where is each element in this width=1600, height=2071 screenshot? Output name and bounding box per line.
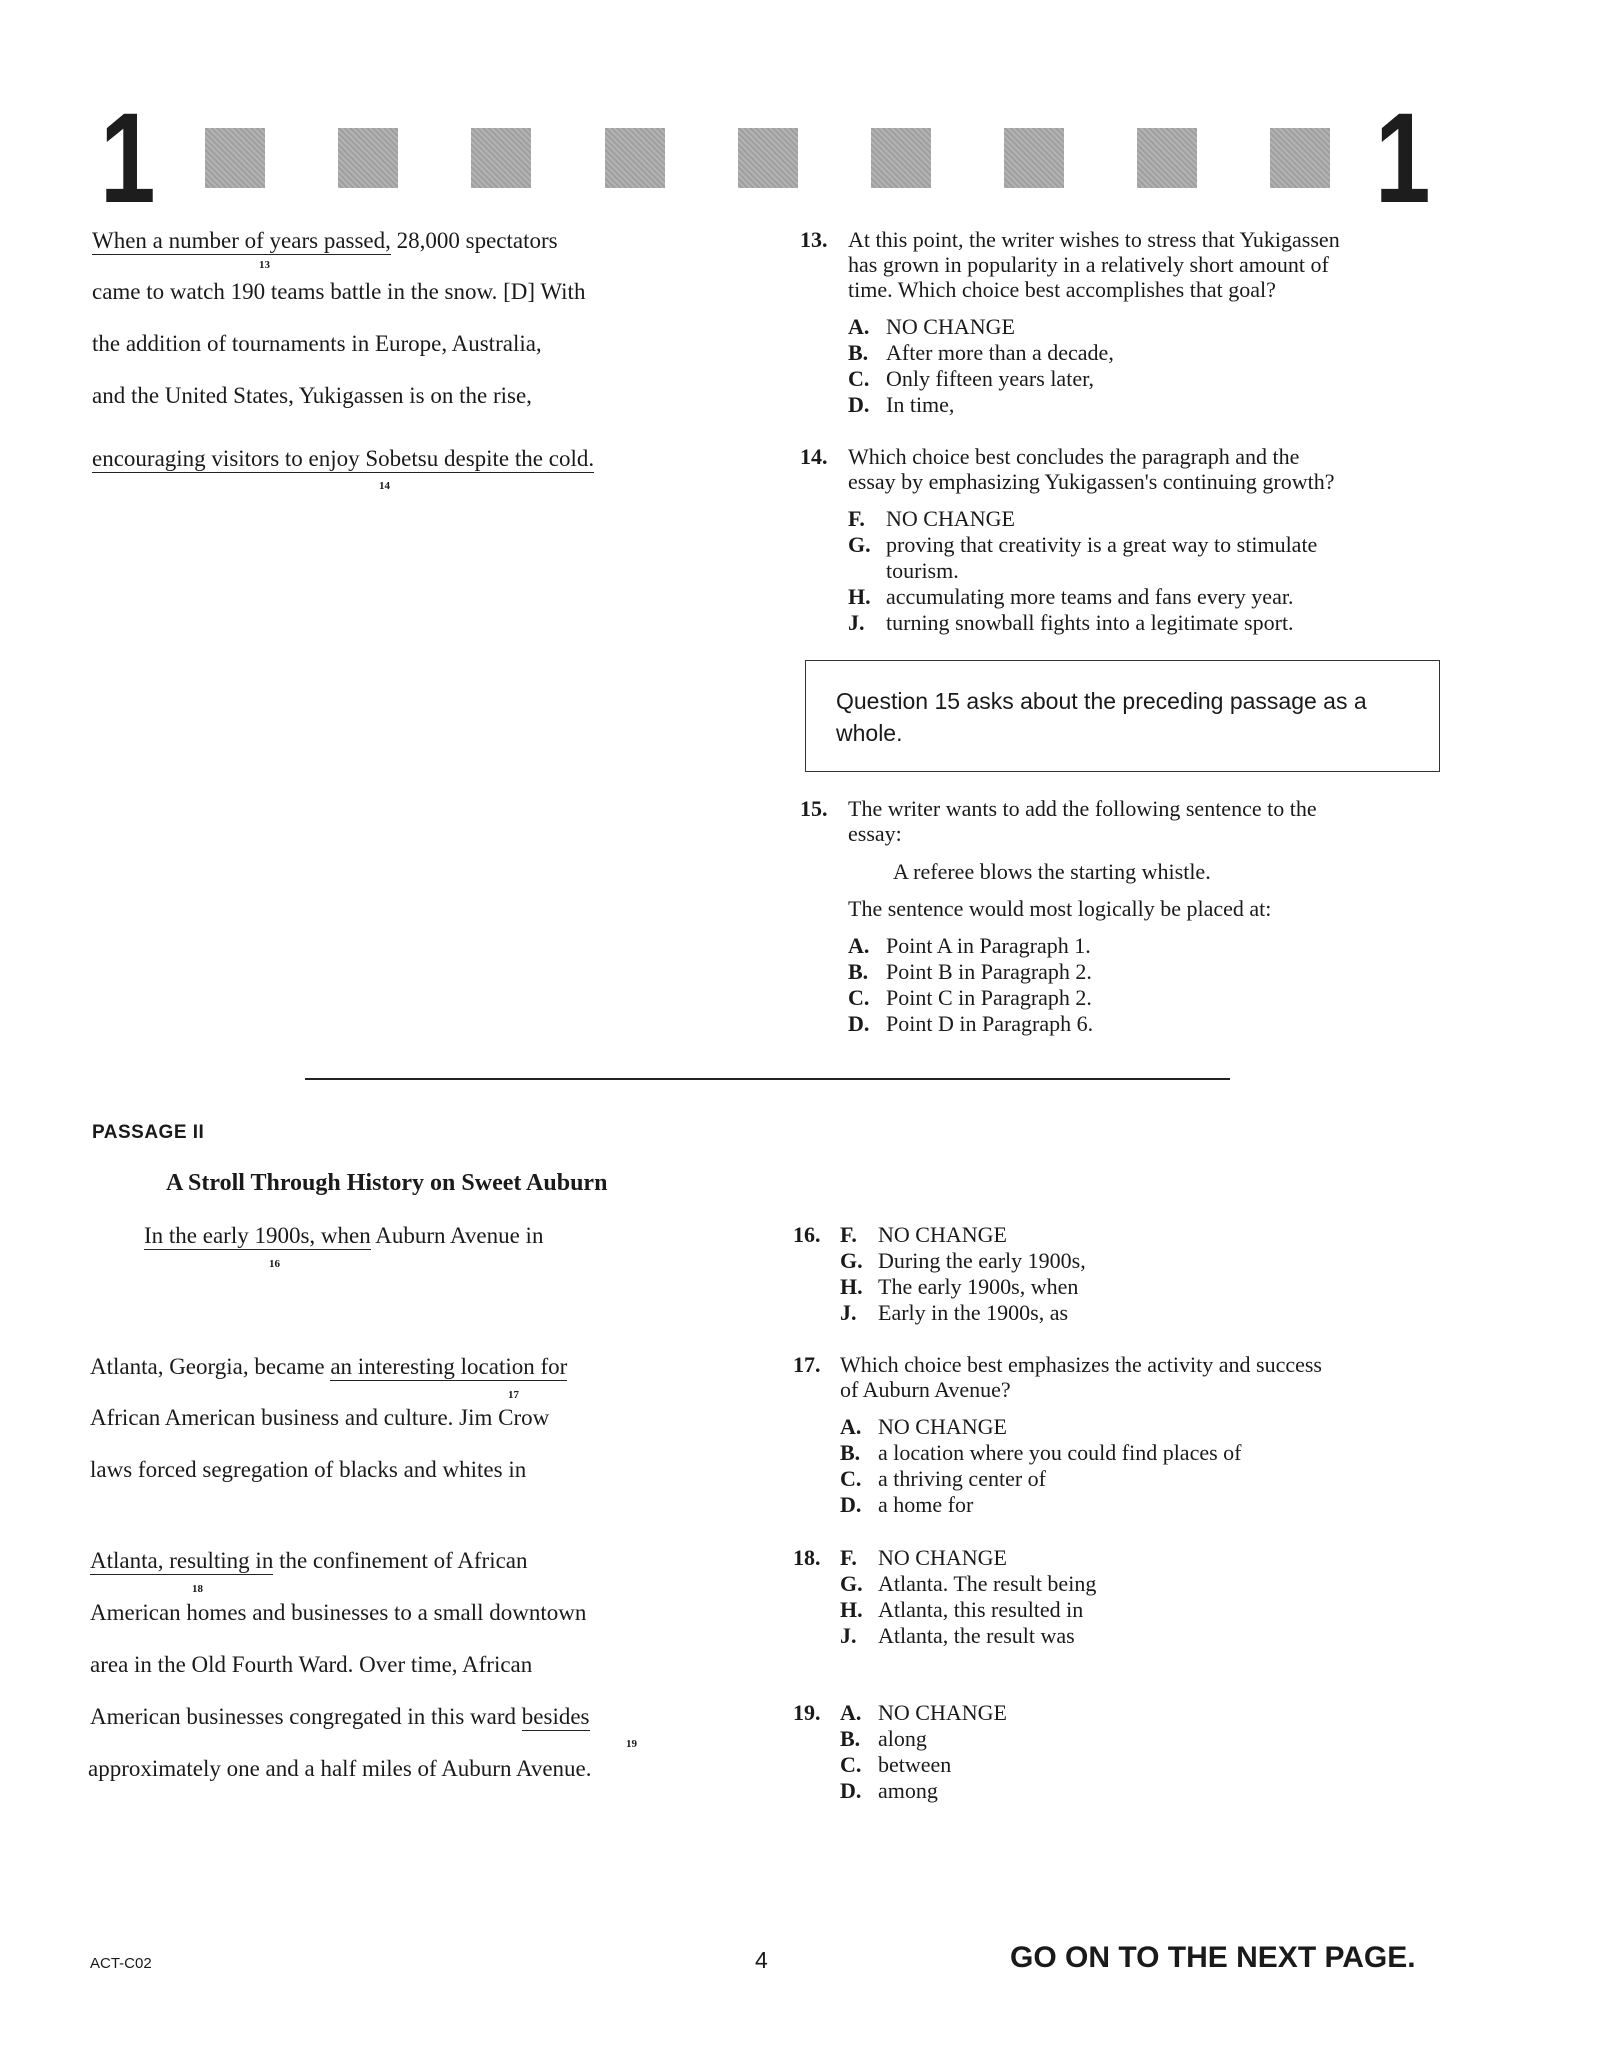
answer-option-a[interactable]: A. NO CHANGE: [848, 314, 1015, 339]
answer-option-c[interactable]: C. between: [840, 1752, 952, 1777]
answer-option-h[interactable]: H. The early 1900s, when: [840, 1274, 1079, 1299]
answer-option-j[interactable]: J. Early in the 1900s, as: [840, 1300, 1069, 1325]
header-square: [1270, 128, 1330, 188]
passage-line: American homes and businesses to a small downtown: [90, 1600, 587, 1625]
answer-option-a[interactable]: A. Point A in Paragraph 1.: [848, 933, 1091, 958]
header-square: [605, 128, 665, 188]
header-square: [338, 128, 398, 188]
answer-option-h[interactable]: H. accumulating more teams and fans every year.: [848, 584, 1294, 609]
question-stem-line: essay by emphasizing Yukigassen's continuing growth?: [848, 469, 1335, 494]
question-stem-line: of Auburn Avenue?: [840, 1377, 1011, 1402]
answer-option-h[interactable]: H. Atlanta, this resulted in: [840, 1597, 1084, 1622]
question-marker-18: 18: [192, 1583, 203, 1595]
header-square: [471, 128, 531, 188]
passage-line: Atlanta, Georgia, became an interesting location for: [90, 1354, 568, 1379]
passage-line: In the early 1900s, when Auburn Avenue in: [144, 1223, 544, 1248]
answer-option-d[interactable]: D. Point D in Paragraph 6.: [848, 1011, 1094, 1036]
question-marker-16: 16: [269, 1258, 280, 1270]
passage-line: came to watch 190 teams battle in the snow. [D] With: [92, 279, 586, 304]
question-marker-17: 17: [508, 1389, 519, 1401]
question-stem-line: has grown in popularity in a relatively short amount of: [848, 252, 1329, 277]
quoted-sentence: A referee blows the starting whistle.: [893, 859, 1211, 884]
next-page-instruction: GO ON TO THE NEXT PAGE.: [1010, 1941, 1416, 1974]
form-code: ACT-C02: [90, 1955, 152, 1972]
header-square: [738, 128, 798, 188]
question-marker-19: 19: [626, 1738, 637, 1750]
question-marker-13: 13: [259, 259, 270, 271]
answer-option-d[interactable]: D. a home for: [840, 1492, 974, 1517]
question-marker-14: 14: [379, 480, 390, 492]
notice-text: Question 15 asks about the preceding passage as a whole.: [836, 688, 1367, 746]
answer-option-g-continued: tourism.: [886, 558, 959, 583]
question-number: 13.: [800, 227, 828, 252]
answer-option-d[interactable]: D. among: [840, 1778, 938, 1803]
question-number: 15.: [800, 796, 828, 821]
answer-option-d[interactable]: D. In time,: [848, 392, 955, 417]
underlined-portion-17[interactable]: an interesting location for: [330, 1354, 568, 1379]
answer-option-f[interactable]: F. NO CHANGE: [840, 1222, 1007, 1247]
notice-box: [805, 660, 1440, 772]
header-square: [1137, 128, 1197, 188]
section-divider: [305, 1078, 1230, 1080]
answer-option-j[interactable]: J. Atlanta, the result was: [840, 1623, 1075, 1648]
section-number-left: 1: [100, 87, 156, 230]
question-number: 16.: [793, 1222, 821, 1247]
question-stem-line: Which choice best emphasizes the activity and success: [840, 1352, 1322, 1377]
passage-line: American businesses congregated in this ward besides: [90, 1704, 590, 1729]
question-stem-line: time. Which choice best accomplishes that goal?: [848, 277, 1276, 302]
question-stem-line: essay:: [848, 821, 902, 846]
passage-title: A Stroll Through History on Sweet Auburn: [166, 1170, 608, 1196]
answer-option-b[interactable]: B. a location where you could find places of: [840, 1440, 1242, 1465]
answer-option-a[interactable]: A. NO CHANGE: [840, 1700, 1007, 1725]
answer-option-g[interactable]: G. Atlanta. The result being: [840, 1571, 1097, 1596]
question-number: 18.: [793, 1545, 821, 1570]
answer-option-c[interactable]: C. Only fifteen years later,: [848, 366, 1095, 391]
answer-option-b[interactable]: B. After more than a decade,: [848, 340, 1114, 365]
underlined-portion-18[interactable]: Atlanta, resulting in: [90, 1548, 274, 1573]
question-stem-line: The writer wants to add the following sentence to the: [848, 796, 1317, 821]
answer-option-c[interactable]: C. Point C in Paragraph 2.: [848, 985, 1092, 1010]
answer-option-f[interactable]: F. NO CHANGE: [840, 1545, 1007, 1570]
passage-line: [92, 446, 594, 472]
answer-option-g[interactable]: G. During the early 1900s,: [840, 1248, 1086, 1273]
question-prompt: The sentence would most logically be placed at:: [848, 896, 1272, 921]
answer-option-j[interactable]: J. turning snowball fights into a legitimate sport.: [848, 610, 1294, 635]
question-stem-line: At this point, the writer wishes to stress that Yukigassen: [848, 227, 1340, 252]
underlined-portion-19[interactable]: besides: [521, 1704, 590, 1729]
passage-label: PASSAGE II: [92, 1122, 205, 1143]
underlined-portion-16[interactable]: In the early 1900s, when: [144, 1223, 371, 1248]
question-number: 19.: [793, 1700, 821, 1725]
answer-option-b[interactable]: B. Point B in Paragraph 2.: [848, 959, 1092, 984]
question-stem-line: Which choice best concludes the paragraph and the: [848, 444, 1300, 469]
answer-option-b[interactable]: B. along: [840, 1726, 927, 1751]
underlined-portion-14[interactable]: encouraging visitors to enjoy Sobetsu despite the cold.: [92, 446, 595, 471]
answer-option-a[interactable]: A. NO CHANGE: [840, 1414, 1007, 1439]
question-number: 14.: [800, 444, 828, 469]
passage-line: laws forced segregation of blacks and whites in: [90, 1457, 527, 1482]
answer-option-c[interactable]: C. a thriving center of: [840, 1466, 1046, 1491]
answer-option-f[interactable]: F. NO CHANGE: [848, 506, 1015, 531]
header-square: [1004, 128, 1064, 188]
passage-line: When a number of years passed, 28,000 spectators: [92, 228, 558, 253]
underlined-portion-13[interactable]: When a number of years passed,: [92, 228, 391, 253]
header-square: [205, 128, 265, 188]
passage-line: approximately one and a half miles of Auburn Avenue.: [88, 1756, 592, 1781]
passage-line: area in the Old Fourth Ward. Over time, African: [90, 1652, 533, 1677]
passage-line: African American business and culture. Jim Crow: [90, 1405, 550, 1430]
passage-line: Atlanta, resulting in the confinement of African: [90, 1548, 528, 1573]
header-square: [871, 128, 931, 188]
passage-line: and the United States, Yukigassen is on the rise,: [92, 383, 532, 408]
passage-line: the addition of tournaments in Europe, Australia,: [92, 331, 542, 356]
answer-option-g[interactable]: G. proving that creativity is a great way to stimulate: [848, 532, 1318, 557]
page-number: 4: [755, 1947, 768, 1973]
section-number-right: 1: [1375, 87, 1431, 230]
question-number: 17.: [793, 1352, 821, 1377]
